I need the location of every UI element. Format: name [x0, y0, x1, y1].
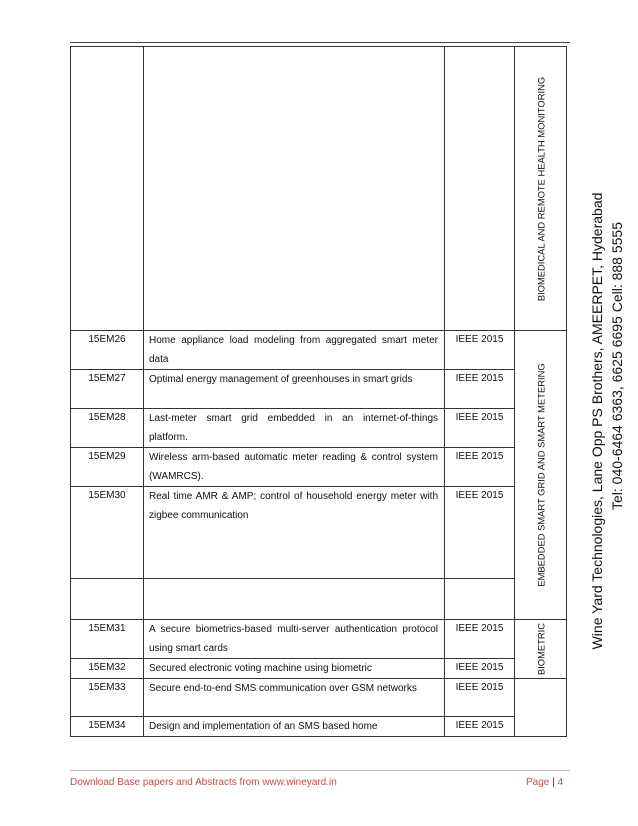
footer-download-text: Download Base papers and Abstracts from www.wineyard.in [70, 777, 337, 788]
footer-rule [70, 770, 570, 771]
project-code: 15EM29 [71, 448, 144, 487]
category-cell [515, 620, 567, 679]
project-title: Design and implementation of an SMS based home [144, 717, 445, 737]
project-code: 15EM31 [71, 620, 144, 659]
page-number-value: 4 [557, 777, 564, 788]
project-title: Secure end-to-end SMS communication over GSM networks [144, 679, 445, 717]
project-title: Optimal energy management of greenhouses in smart grids [144, 370, 445, 409]
project-code: 15EM28 [71, 409, 144, 448]
category-cell [515, 331, 567, 620]
project-title: A secure biometrics-based multi-server authentication protocol using smart cards [144, 620, 445, 659]
top-rule [70, 42, 570, 43]
category-biometric: BIOMETRIC [535, 622, 546, 676]
table-row [71, 331, 567, 370]
project-year: IEEE 2015 [445, 659, 515, 679]
project-year: IEEE 2015 [445, 370, 515, 409]
project-year: IEEE 2015 [445, 487, 515, 579]
table-row [71, 679, 567, 717]
table-row [71, 659, 567, 679]
table-row [71, 579, 567, 620]
side-address [583, 96, 633, 746]
table-row [71, 448, 567, 487]
table-row [71, 717, 567, 737]
project-year: IEEE 2015 [445, 620, 515, 659]
project-table [70, 46, 567, 737]
category-smart-grid: EMBEDDED SMART GRID AND SMART METERING [535, 363, 546, 587]
address-line: Wine Yard Technologies, Lane Opp PS Brothers, AMEERPET, Hyderabad [589, 192, 605, 650]
project-code: 15EM27 [71, 370, 144, 409]
table-row [71, 620, 567, 659]
category-cell [515, 47, 567, 331]
project-code: 15EM32 [71, 659, 144, 679]
table-row [71, 370, 567, 409]
project-year: IEEE 2015 [445, 331, 515, 370]
category-biomedical: BIOMEDICAL AND REMOTE HEALTH MONITORING [535, 76, 546, 301]
page-separator: | [552, 777, 555, 788]
page-number [526, 777, 563, 788]
project-year: IEEE 2015 [445, 448, 515, 487]
project-year: IEEE 2015 [445, 717, 515, 737]
table-row [71, 487, 567, 579]
project-code: 15EM33 [71, 679, 144, 717]
page-label: Page [526, 777, 550, 788]
project-title: Wireless arm-based automatic meter reading & control system (WAMRCS). [144, 448, 445, 487]
project-code: 15EM30 [71, 487, 144, 579]
project-year: IEEE 2015 [445, 679, 515, 717]
project-year: IEEE 2015 [445, 409, 515, 448]
project-code: 15EM34 [71, 717, 144, 737]
project-title: Secured electronic voting machine using biometric [144, 659, 445, 679]
project-title: Real time AMR & AMP; control of household energy meter with zigbee communication [144, 487, 445, 579]
table-row [71, 409, 567, 448]
project-code: 15EM26 [71, 331, 144, 370]
table-row [71, 47, 567, 331]
project-title: Home appliance load modeling from aggregated smart meter data [144, 331, 445, 370]
project-title: Last-meter smart grid embedded in an internet-of-things platform. [144, 409, 445, 448]
contact-line: Tel: 040-6464 6363, 6625 6695 Cell: 888 5555 [609, 221, 625, 511]
